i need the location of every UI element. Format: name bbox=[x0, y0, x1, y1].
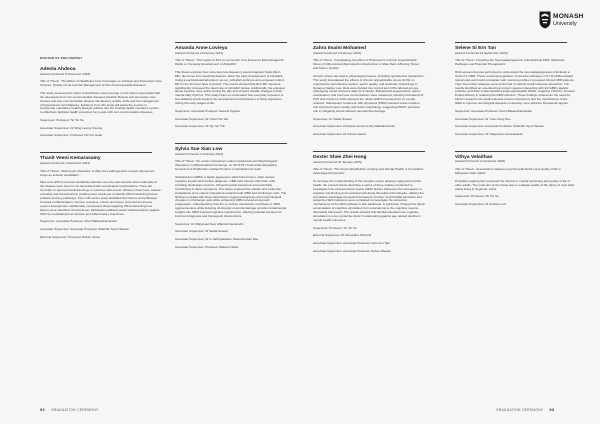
graduate-name: Amanda Anne Lovieya bbox=[175, 46, 228, 51]
supervisor: Associate Supervisor: Professor Hui Fei Goak bbox=[40, 133, 102, 138]
award-date: (Award Conferred 4 November 2024) bbox=[455, 159, 506, 164]
graduate-name: Vithya Velaithan bbox=[455, 154, 493, 160]
award-date: (Award Conferred 4 February 2022) bbox=[175, 50, 224, 55]
page-number: 93 bbox=[549, 407, 555, 412]
thesis-abstract: RNA sequencing was performed to understand the neuroadaptogenesis of Embelin a Gold of a GBM. These reveal dysregulation of relevant pathways in SY-5Y-differentiated neural cells and found correlation with outcome profiles in grouped clinical GBM patients. Then two further analyses were performed to identify small-molecule interaction. The results identified an extended host protein species interacting with EV-GBM catalytic proteins, and ZAG-3 was identified antiproteinaseidlin DMSL. targeting L3MLS7, showed limited efficacy in reducing EV-GBM infection. These findings underscore the need for further research into small-molecule protein interactions and the mechanisms of EV-GBM to improve neurological diseases to develop more effective therapeutic agents. bbox=[455, 69, 575, 106]
divider bbox=[455, 151, 567, 152]
supervisor: Associate Supervisor: Associate Professor Shahidin Syed Hassan bbox=[455, 124, 544, 129]
graduate-name: Selene Si Ern Tan bbox=[455, 46, 496, 51]
supervisor: Supervisor: Associate Professor Vinod Balasubramaniam bbox=[40, 219, 118, 224]
thesis-abstract: To increase the understanding of the complex nature between aging and mental health, the present thesis describes a series of three studies conducted to investigate how socioeconomic status (SES) factors influences the divergence in cognitive functioning and emotional well-being throughout the lifespan, utilizing the cumulative advantage theoretical framework. Further, both familial education and subjective SES indicators were correlated to investigate the protective mechanisms of the SES pathway to late adulthood. In particular, through this thesis accumulation of cognitive stimulation from educational to the cognitive reserve theoretical framework. The results showed that familial education are cognitive stimulation is a key protective factor in attenuating against age related decline in mental health outcomes. bbox=[313, 178, 425, 222]
thesis-abstract: This study assessed the effect of healthcare cost coverage on the factors associated with the development of non-communicable diseases (healthy lifestyle and preventive care choices and non-communicable disease risk factors), quality of life and the management of hypertension and diabetes. Evidence from this study will assist the country to incorporate mandatory healthy lifestyle policies into the existing health insurance system to effectively facilitate health protection for people with non-communicable diseases. bbox=[40, 90, 161, 115]
divider bbox=[455, 42, 567, 43]
supervisor: Supervisor: Professor Tin Tin Su bbox=[455, 194, 499, 199]
graduate-entry bbox=[40, 67, 162, 138]
column-2 bbox=[175, 42, 287, 264]
thesis-title: Title of Thesis: 'On culture interactions induce behavioral and Morphological Alterations in Differentiated Oncolonge: on SH-SY5Y Cells while Regulating Survival and Proliferation-related Proteins in Glioblastoma Cells' bbox=[175, 159, 278, 172]
supervisor: Associate Supervisor: Dr Sadia Nowad bbox=[175, 229, 228, 234]
supervisor: Associate Supervisor: Associate Professor Caro-Jen Tam bbox=[313, 241, 391, 246]
thesis-title: Title of Thesis: 'The Effect of Healthcare Cost Coverages on Lifestyle and Preventive Care Choices, Quality of Life and the Management of Non-Communicable Diseases.' bbox=[40, 79, 162, 88]
supervisor: Supervisor: Associate Professor Satoshi Ogawa bbox=[175, 108, 240, 113]
divider bbox=[175, 143, 287, 144]
column-4 bbox=[455, 42, 575, 221]
supervisor: Supervisor: Dr Sadia Nowad bbox=[313, 116, 352, 121]
supervisor: Associate Supervisor: Dr Chan Hwi Tan bbox=[175, 116, 229, 121]
graduate-entry bbox=[455, 151, 575, 207]
footer-right bbox=[496, 407, 554, 412]
graduate-entry bbox=[175, 42, 287, 129]
supervisor: Associate Supervisor: Professor Rakesh Naidu bbox=[175, 244, 239, 249]
award-date: (Award Conferred 22 September 2024) bbox=[455, 50, 508, 55]
graduate-entry bbox=[313, 42, 425, 137]
logo-subtitle: University bbox=[553, 21, 577, 28]
graduate-name: Sylvia Sue Xian Low bbox=[175, 147, 223, 153]
thesis-abstract: Zika virus (ZIKV) received worldwide attention over the past decade when outbreaks of the disease were found to be associated with neurological complications. There are currently no approved antiviral drugs or vaccines with proven efficacy. Novel host, nuclear-encoding and transcriptomic profiling were employed to identify ZIKV-interacting human proteins and key pathways. This multi-omics study identified host factors and pathways involved in inflammation, immune response, mitotic processes, and central nervous system development. Additionally, repurposed drugs targeting ZIKV-interacting host factors were identified. Among these, Zafirlukast exhibited potent antiviral activity against ZIKV by modulating host immune and inflammatory responses. bbox=[40, 180, 162, 216]
award-date: (Award Conferred 4 February 2022) bbox=[313, 50, 362, 55]
supervisor: External Supervisor: Dr Alexandra Schwind bbox=[313, 233, 372, 238]
thesis-title: Title of Thesis: 'Unveiling the Neuroadaptogenesis of Embelinoid MNF: Molecular Pathways and Potential Therapeutics' bbox=[455, 58, 565, 67]
supervisor: Associate Supervisor: Dr Nageswari Gunasekaran bbox=[455, 131, 523, 136]
column-3 bbox=[313, 42, 425, 268]
supervisor: Associate Supervisor: Dr Yuan Feng Hsu bbox=[455, 116, 511, 121]
graduate-entry bbox=[175, 143, 287, 250]
graduate-entry bbox=[313, 151, 425, 254]
supervisor: Associate Supervisor: Professor Ammu Kutty Radhakrishnan bbox=[313, 124, 395, 129]
thesis-abstract: Chronic stress can lead to physiological issues, including reproductive dysfunction. This study investigated the effects of chronic unpredictable stress (CUS) on reproductive reproductive system, sperm quality, and testicular morphology in Sprague Dawley rats. Rats were divided into control and CUS-induced groups, undergoing mixed stressors daily for 6 weeks. Behavioural assessments, sperm examination, and hormone concentrations were measured, showing increased LH-FSH and cortisol in CUS-induced rats, while GnRH-increased but no Leydig reduced. Subsequent 'treatment' with phytoneol (PRM) reduced stress markers and improved sperm quality and testis morphology, suggesting PRM's potential role in mitigating stress-induced reproductive damage. bbox=[313, 73, 425, 113]
footer-label: GRADUATION CEREMONY bbox=[496, 408, 544, 412]
supervisor: Associate Supervisor: Dr Pascal Jaded bbox=[313, 132, 366, 137]
divider bbox=[175, 42, 287, 43]
supervisor: Associate Supervisor: Dr Andrew Lum bbox=[455, 202, 507, 206]
thesis-abstract: This thesis explores how extremely low-frequency electromagnetic fields (ELF-MF), like those from electrical devices, affect the early development of zebrafish. Using a sophisticated laboratory set-up, zebrafish embryos were exposed to ELF-MF for the first four days of growth. The results showed that ELF-MF exposure significantly increased the heart rate of zebrafish larvae. Additionally, the exposed larvae became more active during the day and showed notable changes in their natural daily rhythms. This study helps us understand how everyday exposure to low-radiation levels impacts the development and behaviour of living organisms during the early stages of life. bbox=[175, 69, 285, 106]
graduate-name: Thanit Veeni Kemarasamy bbox=[40, 156, 101, 162]
divider bbox=[313, 151, 425, 152]
thesis-title: Title of Thesis: 'Associations between psychosocial factors and quality of life in Malaysian older adults' bbox=[455, 167, 561, 176]
award-date: (Award Conferred 1 December 2021) bbox=[40, 160, 91, 165]
supervisor: Associate Supervisor: Associate Professor Shahidin Syed Hassan bbox=[40, 226, 129, 231]
page-number: 92 bbox=[40, 407, 46, 412]
supervisor: Supervisor: Professor Tin Tin Su bbox=[313, 225, 357, 230]
thesis-title: Title of Thesis: 'Multi-omics dissection of Zika virus pathogenesis reveals repurposed drugs as antiviral candidates.' bbox=[40, 168, 155, 177]
supervisor: Supervisor: Professor Tin Tin Su bbox=[40, 118, 84, 123]
footer-label: GRADUATION CEREMONY bbox=[51, 408, 99, 412]
footer-left bbox=[40, 407, 98, 412]
supervisor: Supervisor: Dr Muhamad Noor Alfarizal Kamarudin bbox=[175, 221, 244, 226]
logo-wordmark bbox=[553, 13, 584, 28]
graduate-name: Adeola Ahdeoa bbox=[40, 66, 76, 72]
supervisor: Associate Supervisor: Dr Wing Leong Cheong bbox=[40, 125, 103, 130]
divider bbox=[40, 152, 152, 153]
graduate-entry bbox=[40, 152, 162, 239]
supervisor: Supervisor: Associate Professor Vinod Balasubramaniam bbox=[455, 108, 533, 113]
supervisor: Associate Supervisor: Associate Professor Nobuo Masaki bbox=[313, 248, 391, 253]
supervisor: External Supervisor: Professor Ruben Jones bbox=[40, 234, 101, 239]
thesis-abstract: Glioblastoma (GBM), a highly aggressive adult brain tumour, often causes cognitive impairments before diagnosis. GBM cells interact with brain cells, including cholinergic neurons, influencing their behaviour and potentially contributing to these symptoms. The thesis explored the cellular and molecular implications of co-culture interactions towards both GBM and cholinergic cells. The findings revealed that these interactions triggered apoptosis and morphological changes in cholinergic cells while enhancing GBM survival and growth progression. Understanding how the co-culture interactions contribute to GBM aggressiveness while inducing cholinergic neuronal damage provides fundamental insights into GBM-induced cognitive impairments, offering potential avenues for improved diagnosis and therapeutic interventions. bbox=[175, 174, 287, 219]
supervisor: Associate Supervisor: Dr Ng Yon Thu bbox=[175, 124, 226, 129]
shield-icon bbox=[539, 11, 551, 29]
supervisor: Associate Supervisor: Dr G Sathiyaladeen Sharanmohan Rao bbox=[175, 237, 259, 242]
thesis-abstract: Population ageing has increased the interest in mental well-being and quality of life of older adults. The main aim of the thesis was to evaluate quality of life (QoL) of rural older adults living in Segamat, Johor. bbox=[455, 178, 575, 191]
thesis-title: Title of Thesis: 'Investigating the effect of Phytoneol in Chronic Unpredictable Stress (CUS)-induced Reproductive Dysfunction in Male Rats: Affecting Testes and Sperm Quality' bbox=[313, 58, 420, 71]
logo-name: MONASH bbox=[553, 13, 584, 20]
award-date: (Award Conferred 1 February 2021) bbox=[175, 151, 224, 156]
section-title: DOCTOR OF PHILOSOPHY bbox=[40, 56, 83, 60]
column-1 bbox=[40, 57, 162, 254]
monash-logo bbox=[539, 10, 593, 32]
award-date: (Award Conferred 8 November 2018) bbox=[40, 71, 91, 76]
graduate-entry bbox=[455, 42, 575, 137]
thesis-title: Title of Thesis: 'The Social Stratification of Aging and Mental Health: A Cumulative Advantage Perspective' bbox=[313, 167, 424, 176]
award-date: (Award Conferred 22 January 2025) bbox=[313, 159, 362, 164]
graduate-name: Dexter Shee Zhei Hong bbox=[313, 154, 367, 160]
thesis-title: Title of Thesis: 'The Impact of SCI on Locomotor Cue-frequency Electromagnetic Fields on the Early Development of Zebrafish' bbox=[175, 58, 284, 67]
graduate-name: Zahra Imaini Mohamed bbox=[313, 46, 366, 51]
divider bbox=[313, 42, 425, 43]
